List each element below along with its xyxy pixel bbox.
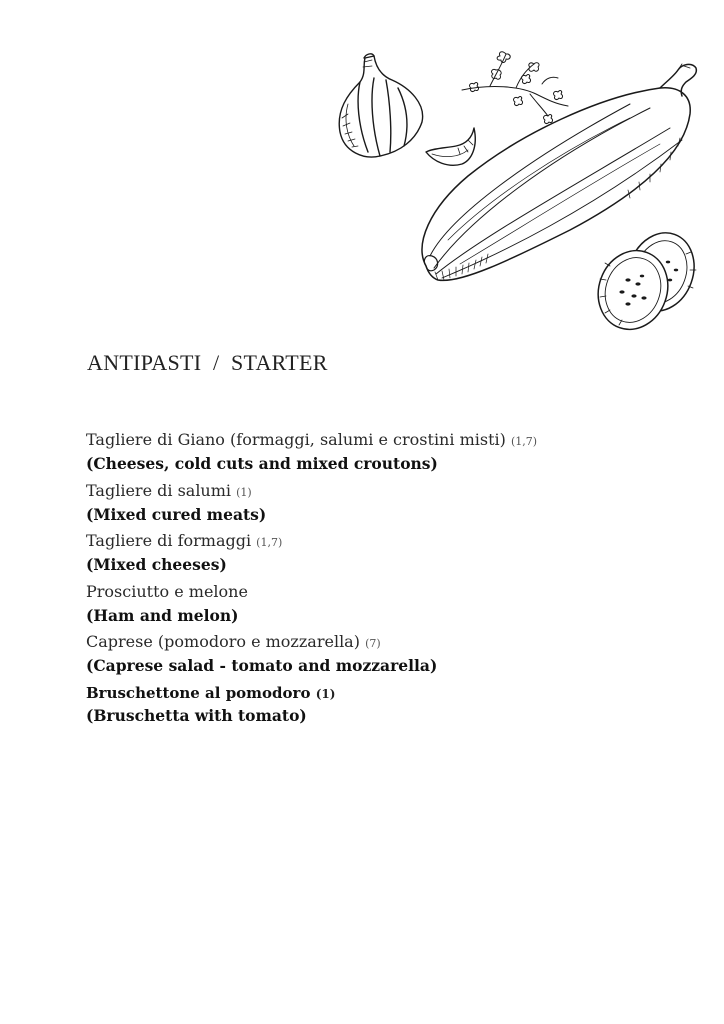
menu-item: [86, 631, 686, 682]
dish-name-italian: Tagliere di Giano (formaggi, salumi e crostini misti): [86, 430, 506, 449]
allergen-codes: (1,7): [256, 536, 283, 549]
dish-name-english: (Cheeses, cold cuts and mixed croutons): [86, 454, 438, 473]
menu-item: [86, 581, 686, 632]
menu-item: [86, 429, 686, 480]
allergen-codes: (1): [236, 485, 252, 499]
menu-item: [86, 682, 686, 733]
menu-item: [86, 480, 686, 531]
menu-item: [86, 530, 686, 581]
garlic-clove-icon: [426, 128, 475, 165]
dish-name-italian: Prosciutto e melone: [86, 581, 248, 601]
dish-name-italian: Tagliere di salumi: [86, 480, 232, 500]
dish-name-italian: Tagliere di formaggi: [86, 531, 252, 550]
dish-name-english: (Bruschetta with tomato): [86, 705, 307, 725]
zucchini-slice-icon: [587, 223, 704, 333]
allergen-codes: (1,7): [510, 435, 538, 448]
menu-list: [86, 429, 686, 732]
dish-name-english: (Mixed cured meats): [86, 504, 267, 524]
dish-name-italian: Bruschettone al pomodoro: [86, 683, 311, 702]
vegetable-illustration: [330, 48, 710, 333]
dish-name-italian: Caprese (pomodoro e mozzarella): [86, 632, 360, 651]
dish-name-english: (Caprese salad - tomato and mozzarella): [86, 656, 438, 675]
garlic-bulb-icon: [339, 54, 422, 157]
allergen-codes: (1): [315, 686, 336, 701]
section-title: ANTIPASTI / STARTER: [87, 350, 328, 375]
allergen-codes: (7): [365, 637, 381, 650]
herb-sprig-icon: [462, 52, 568, 124]
dish-name-english: (Ham and melon): [86, 605, 239, 625]
zucchini-icon: [422, 64, 696, 280]
dish-name-english: (Mixed cheeses): [86, 555, 227, 574]
